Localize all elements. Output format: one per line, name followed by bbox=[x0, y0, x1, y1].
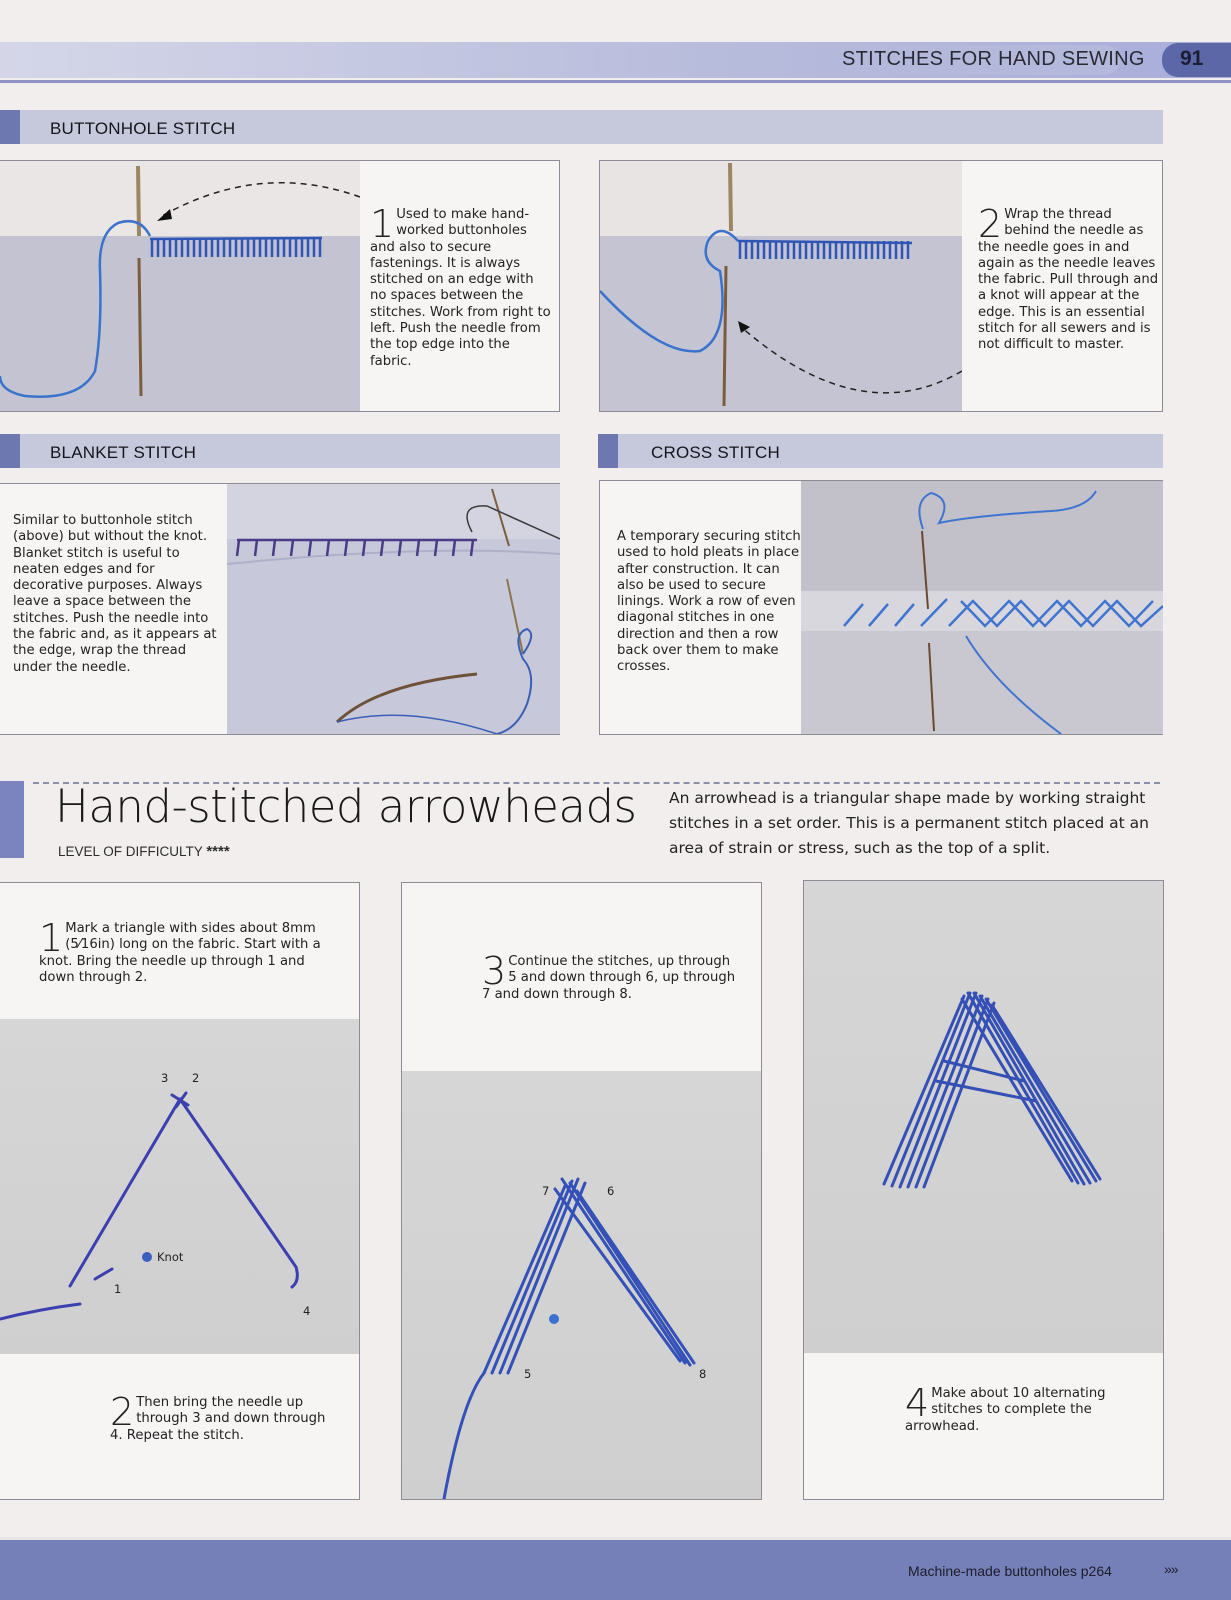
section-accent bbox=[598, 434, 618, 468]
arrowhead-step-4-panel bbox=[803, 880, 1164, 1500]
step-number: 2 bbox=[978, 202, 1003, 246]
buttonhole-step-1-panel bbox=[0, 160, 560, 412]
buttonhole-wrap-illustration bbox=[600, 161, 962, 411]
cross-illustration bbox=[801, 481, 1163, 734]
buttonhole-step-1-photo bbox=[0, 161, 360, 411]
buttonhole-step-2-photo bbox=[600, 161, 962, 411]
knot-label: Knot bbox=[157, 1250, 184, 1264]
arrowhead-step-1-text: 1 Mark a triangle with sides about 8mm (5⁄16in) long on the fabric. Start with a knot. Bring the needle up through 1 and down through 2. bbox=[39, 916, 321, 985]
chapter-title: STITCHES FOR HAND SEWING bbox=[842, 48, 1145, 70]
section-accent bbox=[0, 110, 20, 144]
chevron-right-icon: »» bbox=[1164, 1561, 1178, 1577]
difficulty-rating: LEVEL OF DIFFICULTY **** bbox=[58, 843, 230, 860]
section-title-blanket: BLANKET STITCH bbox=[50, 443, 197, 462]
cross-stitch-text: A temporary securing stitch used to hold pleats in place after construction. It can also be used to secure linings. Work a row of even diagonal stitches in one direction and then a row back over them to make crosses. bbox=[617, 529, 801, 675]
buttonhole-step-2-text: 2 Wrap the thread behind the needle as the needle goes in and again as the needle leaves the fabric. Pull through and a knot will appear at the edge. This is an essential stitch for all sewers and is not difficult to master. bbox=[978, 202, 1159, 353]
section-title-buttonhole: BUTTONHOLE STITCH bbox=[50, 119, 236, 138]
finished-arrowhead-diagram bbox=[804, 881, 1163, 1353]
section-accent bbox=[0, 434, 20, 468]
point-3-label: 3 bbox=[161, 1071, 169, 1085]
arrowhead-step-4-photo bbox=[804, 881, 1163, 1353]
point-2-label: 2 bbox=[192, 1071, 200, 1085]
arrowhead-step-3-text: 3 Continue the stitches, up through 5 and down through 6, up through 7 and down through 8. bbox=[482, 949, 736, 1002]
arrowheads-title: Hand-stitched arrowheads bbox=[55, 780, 637, 833]
blanket-illustration bbox=[227, 484, 560, 734]
arrowhead-step-1-photo bbox=[0, 1019, 359, 1354]
point-5-label: 5 bbox=[524, 1367, 532, 1381]
buttonhole-step-2-panel bbox=[599, 160, 1163, 412]
cross-stitch-photo bbox=[801, 481, 1163, 734]
section-title-cross: CROSS STITCH bbox=[651, 443, 780, 462]
cross-reference-link[interactable]: Machine-made buttonholes p264 bbox=[908, 1563, 1112, 1579]
point-1-label: 1 bbox=[114, 1282, 122, 1296]
arrowhead-step-2-text: 2 Then bring the needle up through 3 and down through 4. Repeat the stitch. bbox=[110, 1390, 326, 1443]
arrowheads-intro: An arrowhead is a triangular shape made by working straight stitches in a set order. This is a permanent stitch placed at an area of strain or stress, such as the top of a split. bbox=[669, 789, 1149, 857]
arrowhead-progress-diagram bbox=[402, 1071, 761, 1499]
section-accent bbox=[0, 781, 24, 858]
difficulty-stars: **** bbox=[206, 843, 230, 860]
point-8-label: 8 bbox=[699, 1367, 707, 1381]
buttonhole-illustration bbox=[0, 161, 360, 411]
cross-stitch-panel bbox=[599, 480, 1163, 735]
arrowhead-step-3-panel bbox=[401, 882, 762, 1500]
arrowhead-step-4-text: 4 Make about 10 alternating stitches to complete the arrowhead. bbox=[905, 1381, 1106, 1434]
point-4-label: 4 bbox=[303, 1304, 311, 1318]
blanket-stitch-photo bbox=[227, 484, 560, 734]
step-number: 1 bbox=[370, 202, 395, 246]
buttonhole-step-1-text: 1 Used to make hand-worked buttonholes and also to secure fastenings. It is always stitched on an edge with no spaces between the stitches. Work from right to left. Push the needle from the top edge into the fabric. bbox=[370, 202, 551, 369]
header-rule bbox=[0, 80, 1231, 83]
arrowhead-step-3-photo bbox=[402, 1071, 761, 1499]
arrowhead-step-1-2-panel bbox=[0, 882, 360, 1500]
point-6-label: 6 bbox=[607, 1184, 615, 1198]
blanket-stitch-panel bbox=[0, 483, 560, 735]
point-7-label: 7 bbox=[542, 1184, 550, 1198]
blanket-stitch-text: Similar to buttonhole stitch (above) but without the knot. Blanket stitch is useful to neaten edges and for decorative purposes. Always leave a space between the stitches. Push the needle into the fabric and, as it appears at the edge, wrap the thread under the needle. bbox=[13, 513, 217, 675]
page-number: 91 bbox=[1180, 47, 1204, 70]
